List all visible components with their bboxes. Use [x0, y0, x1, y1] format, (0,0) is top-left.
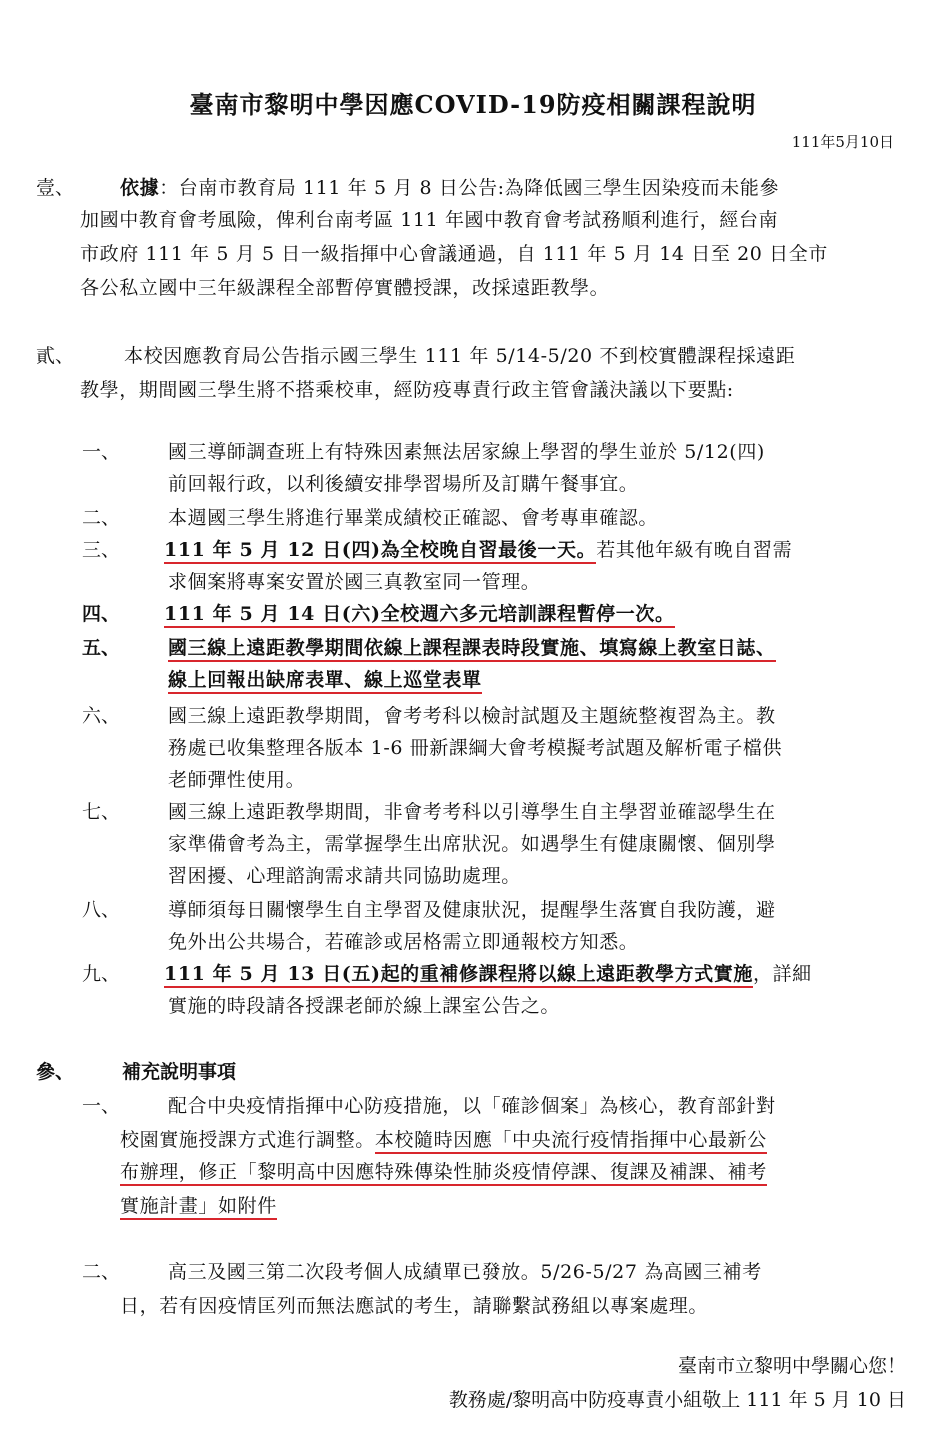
item-7-line-3: 習困擾、心理諮詢需求請共同協助處理。 [168, 865, 521, 887]
section-3-number: 參、 [36, 1061, 75, 1083]
supplement-1-number: 一、 [82, 1095, 121, 1117]
item-7-line-1: 國三線上遠距教學期間，非會考考科以引導學生自主學習並確認學生在 [168, 801, 776, 823]
section-1-number: 壹、 [36, 177, 75, 199]
document-date: 111年5月10日 [791, 133, 894, 151]
supplement-1-line-4-text: 實施計畫」如附件 [120, 1195, 277, 1220]
item-3-number: 三、 [82, 539, 121, 561]
item-9-number: 九、 [82, 963, 121, 985]
item-1-line-1: 國三導師調查班上有特殊因素無法居家線上學習的學生並於 5/12(四) [168, 441, 765, 463]
supplement-1-line-2b: 本校隨時因應「中央流行疫情指揮中心最新公 [375, 1129, 767, 1154]
supplement-2-line-2: 日，若有因疫情匡列而無法應試的考生，請聯繫試務組以專案處理。 [120, 1295, 709, 1317]
item-9-line-1-rest: ，詳細 [752, 963, 812, 985]
item-2-line-1: 本週國三學生將進行畢業成績校正確認、會考專車確認。 [168, 507, 659, 529]
item-2-number: 二、 [82, 507, 121, 529]
supplement-2-line-1: 高三及國三第二次段考個人成績單已發放。5/26-5/27 為高國三補考 [168, 1261, 762, 1283]
supplement-1-line-4 [120, 1190, 277, 1222]
item-6-line-3: 老師彈性使用。 [168, 769, 306, 791]
section-2-number: 貳、 [36, 345, 75, 367]
section-1-line-1-text: ：台南市教育局 111 年 5 月 8 日公告:為降低國三學生因染疫而未能參 [159, 177, 780, 199]
item-9-line-2: 實施的時段請各授課老師於線上課室公告之。 [168, 995, 561, 1017]
supplement-1-line-2a: 校園實施授課方式進行調整。 [120, 1129, 375, 1151]
section-1-line-1 [120, 172, 779, 204]
item-8-line-2: 免外出公共場合，若確診或居格需立即通報校方知悉。 [168, 931, 639, 953]
item-3-line-2: 求個案將專案安置於國三真教室同一管理。 [168, 571, 541, 593]
item-3-line-1-rest: 若其他年級有晚自習需 [596, 539, 793, 561]
item-3-line-1 [164, 534, 792, 566]
page-title: 臺南市黎明中學因應COVID-19防疫相關課程說明 [189, 90, 757, 119]
item-6-number: 六、 [82, 705, 121, 727]
item-9-highlight: 111 年 5 月 13 日(五)起的重補修課程將以線上遠距教學方式實施 [164, 963, 753, 988]
item-9-line-1 [164, 958, 812, 990]
footer-signature: 教務處/黎明高中防疫專責小組敬上 111 年 5 月 10 日 [448, 1389, 906, 1411]
item-7-number: 七、 [82, 801, 121, 823]
supplement-1-line-2 [120, 1124, 767, 1156]
footer-closing: 臺南市立黎明中學關心您！ [677, 1355, 906, 1377]
supplement-1-line-3 [120, 1156, 767, 1188]
item-5-line-2 [168, 664, 482, 696]
section-1-line-4: 各公私立國中三年級課程全部暫停實體授課，改採遠距教學。 [80, 277, 610, 299]
item-8-number: 八、 [82, 899, 121, 921]
item-4-highlight: 111 年 5 月 14 日(六)全校週六多元培訓課程暫停一次。 [164, 603, 675, 628]
section-2-line-1: 本校因應教育局公告指示國三學生 111 年 5/14-5/20 不到校實體課程採遠距 [124, 345, 796, 367]
section-2-line-2: 教學，期間國三學生將不搭乘校車，經防疫專責行政主管會議決議以下要點: [80, 379, 734, 401]
supplement-2-number: 二、 [82, 1261, 121, 1283]
section-1-label: 依據 [120, 177, 160, 199]
item-7-line-2: 家準備會考為主，需掌握學生出席狀況。如遇學生有健康關懷、個別學 [168, 833, 776, 855]
item-6-line-2: 務處已收集整理各版本 1-6 冊新課綱大會考模擬考試題及解析電子檔供 [168, 737, 783, 759]
supplement-1-line-1: 配合中央疫情指揮中心防疫措施，以「確診個案」為核心，教育部針對 [168, 1095, 776, 1117]
supplement-1-line-3-text: 布辦理，修正「黎明高中因應特殊傳染性肺炎疫情停課、復課及補課、補考 [120, 1161, 767, 1186]
item-4-line-1 [164, 598, 675, 630]
item-5-line-1 [168, 632, 776, 664]
item-6-line-1: 國三線上遠距教學期間，會考考科以檢討試題及主題統整複習為主。教 [168, 705, 776, 727]
item-8-line-1: 導師須每日關懷學生自主學習及健康狀況，提醒學生落實自我防護，避 [168, 899, 776, 921]
item-5-number: 五、 [82, 637, 121, 659]
item-3-highlight: 111 年 5 月 12 日(四)為全校晚自習最後一天。 [164, 539, 596, 564]
item-5-line-1-text: 國三線上遠距教學期間依線上課程課表時段實施、填寫線上教室日誌、 [168, 637, 776, 662]
item-4-number: 四、 [82, 603, 121, 625]
item-1-line-2: 前回報行政，以利後續安排學習場所及訂購午餐事宜。 [168, 473, 639, 495]
section-1-line-2: 加國中教育會考風險，俾利台南考區 111 年國中教育會考試務順利進行，經台南 [80, 209, 779, 231]
item-5-line-2-text: 線上回報出缺席表單、線上巡堂表單 [168, 669, 482, 694]
section-1-line-3: 市政府 111 年 5 月 5 日一級指揮中心會議通過，自 111 年 5 月 14 日至 20 日全市 [80, 243, 828, 265]
section-3-title: 補充說明事項 [122, 1061, 237, 1083]
item-1-number: 一、 [82, 441, 121, 463]
